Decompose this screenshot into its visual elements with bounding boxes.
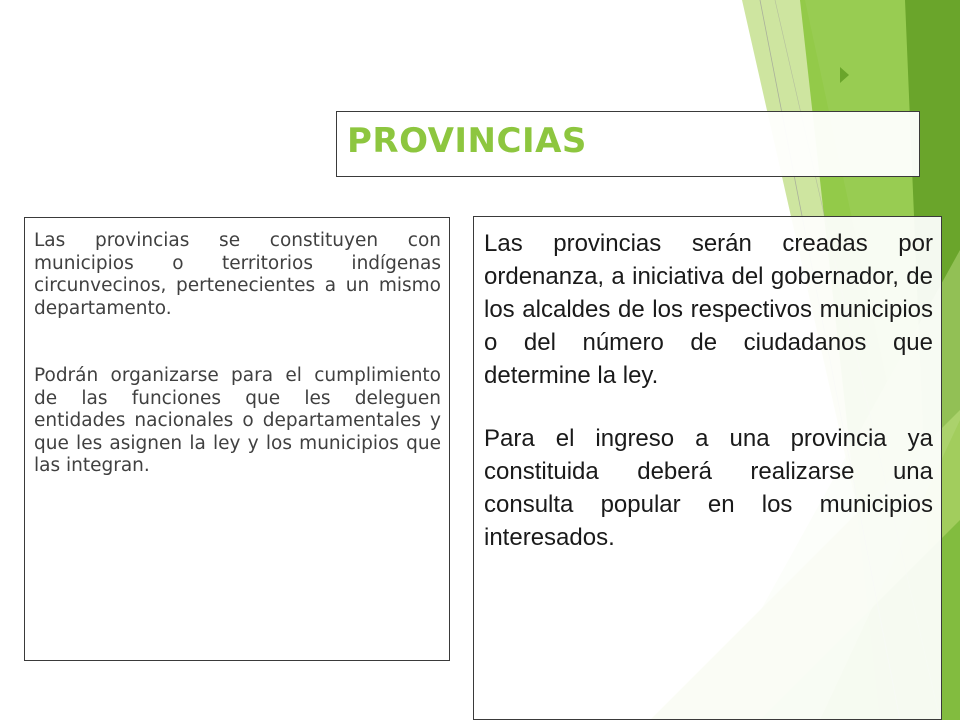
slide-title: PROVINCIAS: [347, 121, 587, 161]
title-box: [336, 111, 920, 177]
left-text-box: [24, 217, 450, 661]
right-text-box: [473, 216, 942, 720]
right-paragraph-1: Las provincias serán creadas por ordenanza, a iniciativa del gobernador, de los alcaldes de los respectivos municipios o del número de ciudadanos que determine la ley.: [484, 230, 933, 389]
left-paragraph-1: Las provincias se constituyen con municipios o territorios indígenas circunvecinos, pertenecientes a un mismo departamento.: [34, 230, 441, 319]
left-paragraph-2: Podrán organizarse para el cumplimiento de las funciones que les deleguen entidades nacionales o departamentales y que les asignen la ley y los municipios que las integran.: [34, 365, 441, 476]
right-paragraph-2: Para el ingreso a una provincia ya constituida deberá realizarse una consulta popular en los municipios interesados.: [484, 425, 933, 551]
